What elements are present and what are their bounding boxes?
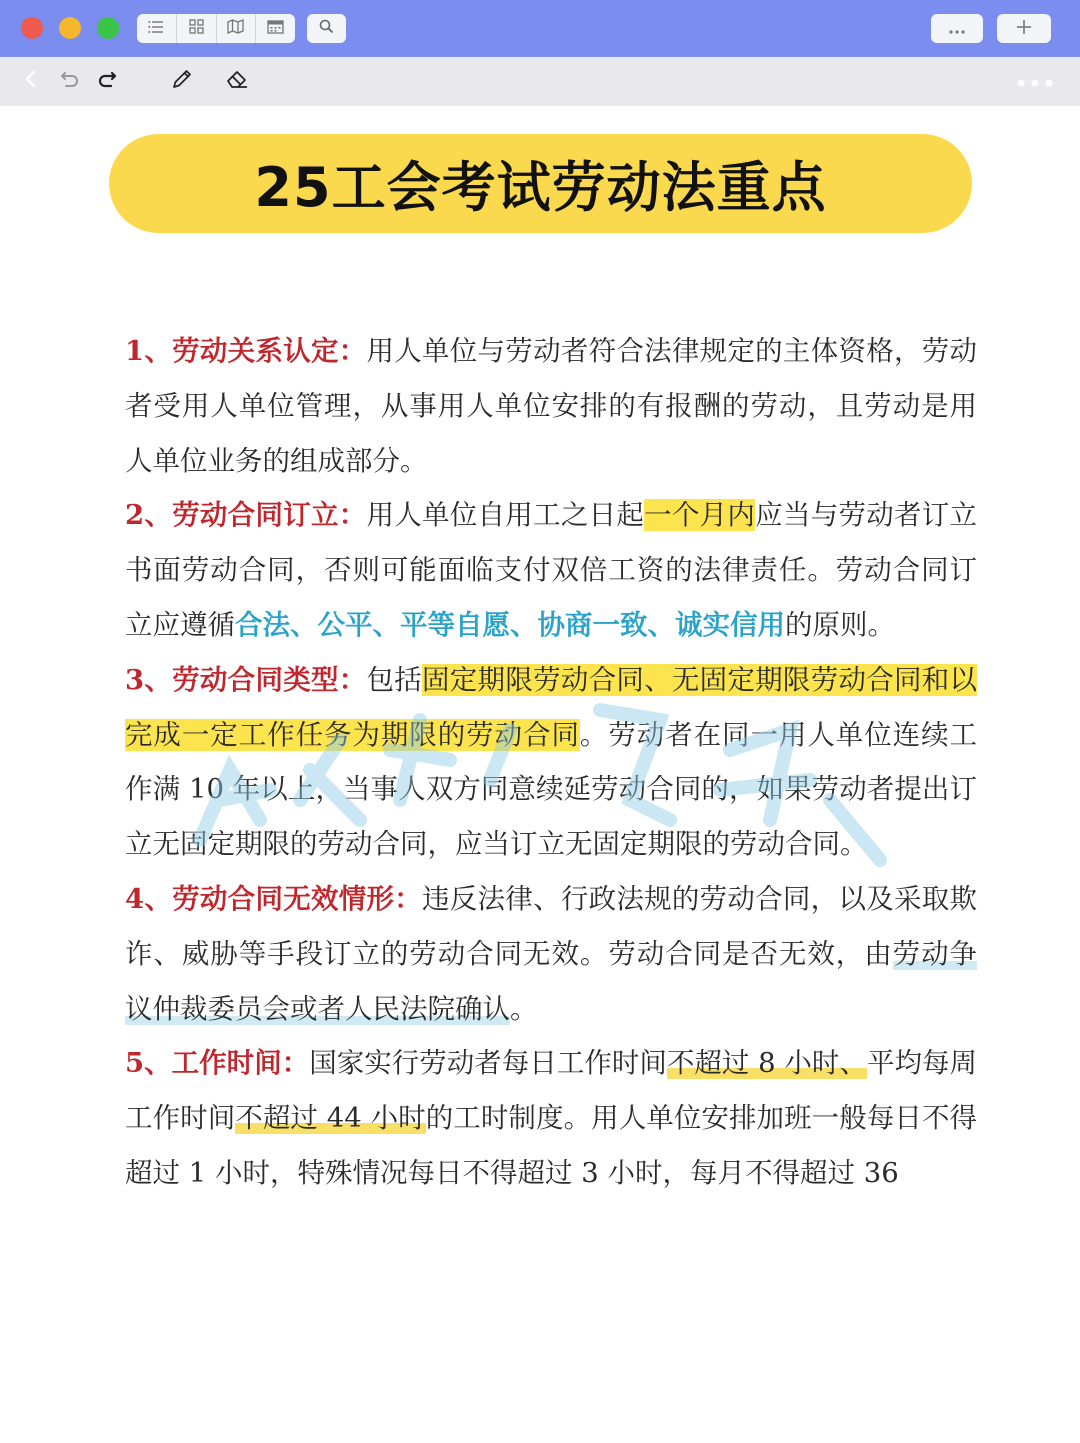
- note-paragraph: [125, 1036, 977, 1200]
- section-heading: 3、劳动合同类型：: [125, 663, 367, 696]
- note-body[interactable]: [125, 324, 977, 1201]
- view-switcher: [137, 14, 295, 43]
- redo-button[interactable]: [95, 69, 119, 93]
- highlighted-text: 劳动争议仲裁委员会或者人民法院确认: [125, 937, 978, 1025]
- paragraph-text: 违反法律、行政法规的劳动合同，以及采取欺诈、威胁等手段订立的劳动合同无效。劳动合同是否无效，由: [125, 882, 977, 970]
- paragraph-text: 应当与劳动者订立书面劳动合同，否则可能面临支付双倍工资的法律责任。劳动合同订立应遵循: [125, 499, 978, 641]
- undo-icon: [60, 70, 80, 92]
- paragraph-text: 国家实行劳动者每日工作时间: [309, 1047, 667, 1080]
- editor-toolbar: [0, 57, 1080, 106]
- more-options-button[interactable]: [931, 14, 983, 43]
- paragraph-text: 平均每周工作时间: [125, 1047, 977, 1135]
- redo-icon: [97, 70, 117, 92]
- highlighted-text: 不超过 8 小时、: [666, 1047, 867, 1080]
- search-button[interactable]: [307, 14, 346, 43]
- new-note-button[interactable]: [997, 14, 1051, 43]
- search-icon: [319, 19, 334, 38]
- calendar-view-button[interactable]: [256, 14, 295, 43]
- section-heading: 4、劳动合同无效情形：: [125, 882, 423, 915]
- paragraph-text: 包括: [366, 663, 423, 696]
- page-title: 25工会考试劳动法重点: [254, 156, 827, 219]
- pen-tool-button[interactable]: [170, 69, 194, 93]
- paragraph-text: 。: [510, 992, 538, 1025]
- highlighted-text: 一个月内: [644, 499, 756, 532]
- ellipsis-icon: [948, 19, 966, 38]
- toolbar-more-button[interactable]: [1015, 69, 1055, 93]
- eraser-tool-button[interactable]: [225, 69, 249, 93]
- paragraph-text: 的工时制度。用人单位安排加班一般每日不得超过 1 小时，特殊情况每日不得超过 3 小时，每月不得超过 36: [125, 1102, 978, 1189]
- note-paragraph: [125, 872, 977, 1036]
- highlighted-text: 固定期限劳动合同、无固定期限劳动合同和以完成一定工作任务为期限的劳动合同: [125, 663, 978, 751]
- zoom-window-button[interactable]: [97, 17, 119, 39]
- note-paragraph: [125, 653, 977, 872]
- back-button[interactable]: [18, 69, 42, 93]
- paragraph-text: 用人单位自用工之日起: [366, 499, 645, 532]
- section-heading: 2、劳动合同订立：: [125, 499, 367, 532]
- map-view-icon: [227, 19, 244, 38]
- paragraph-text: 用人单位与劳动者符合法律规定的主体资格，劳动者受用人单位管理，从事用人单位安排的有报酬的劳动，且劳动是用人单位业务的组成部分。: [125, 335, 977, 477]
- grid-view-icon: [189, 19, 204, 38]
- ellipsis-icon: [1016, 72, 1054, 91]
- note-paragraph: [125, 324, 977, 488]
- grid-view-button[interactable]: [177, 14, 217, 43]
- title-banner: [109, 134, 972, 233]
- paragraph-text: 的原则。: [785, 608, 895, 641]
- undo-button[interactable]: [58, 69, 82, 93]
- highlighted-text: 合法、公平、平等自愿、协商一致、诚实信用: [235, 608, 785, 641]
- note-paragraph: [125, 488, 977, 652]
- plus-icon: [1016, 19, 1032, 39]
- chevron-left-icon: [23, 70, 37, 92]
- window-titlebar: [0, 0, 1080, 57]
- list-view-icon: [148, 19, 164, 38]
- paragraph-text: 。劳动者在同一用人单位连续工作满 10 年以上，当事人双方同意续延劳动合同的，如果劳动者提出订立无固定期限的劳动合同，应当订立无固定期限的劳动合同。: [125, 718, 978, 861]
- eraser-icon: [225, 68, 249, 94]
- map-view-button[interactable]: [217, 14, 257, 43]
- calendar-view-icon: [267, 19, 284, 38]
- section-heading: 1、劳动关系认定：: [125, 335, 367, 367]
- pencil-icon: [171, 68, 193, 94]
- highlighted-text: 不超过 44 小时: [235, 1102, 426, 1135]
- list-view-button[interactable]: [137, 14, 177, 43]
- section-heading: 5、工作时间：: [125, 1047, 310, 1080]
- close-window-button[interactable]: [21, 17, 43, 39]
- minimize-window-button[interactable]: [59, 17, 81, 39]
